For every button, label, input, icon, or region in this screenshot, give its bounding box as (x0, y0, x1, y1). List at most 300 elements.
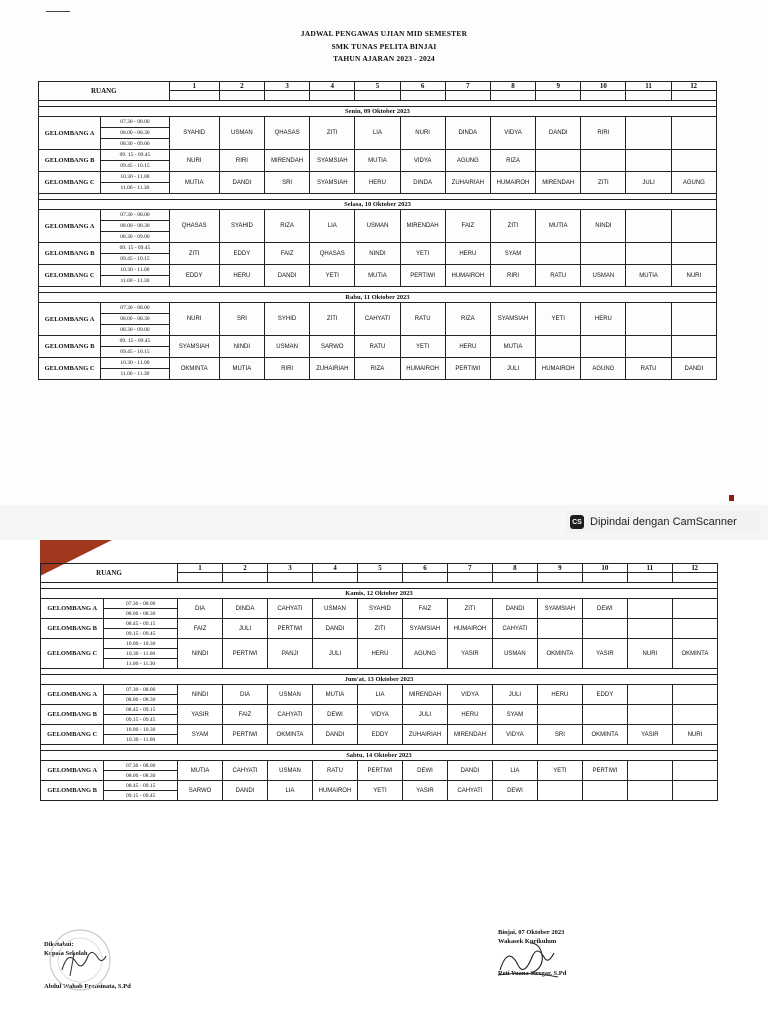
group-label: GELOMBANG C (39, 172, 101, 194)
title-line-1: JADWAL PENGAWAS UJIAN MID SEMESTER (300, 29, 468, 38)
time-slot: 07.30 - 08.00 (104, 685, 178, 695)
room-subheader-cell (402, 573, 447, 583)
supervisor-name: CAHYATI (355, 303, 400, 336)
supervisor-name (537, 619, 582, 639)
supervisor-name: DEWI (582, 599, 627, 619)
supervisor-name: SYAHID (219, 210, 264, 243)
supervisor-name: EDDY (357, 725, 402, 745)
supervisor-name (626, 303, 671, 336)
day-title: Sabtu, 14 Oktober 2023 (41, 751, 718, 761)
group-label: GELOMBANG B (39, 336, 101, 358)
supervisor-name: JULI (223, 619, 268, 639)
supervisor-name: HUMAIROH (312, 781, 357, 801)
supervisor-name: MUTIA (536, 210, 581, 243)
supervisor-name: YETI (310, 265, 355, 287)
supervisor-name: SRI (537, 725, 582, 745)
supervisor-name: MIRENDAH (264, 150, 309, 172)
day-title: Kamis, 12 Oktober 2023 (41, 589, 718, 599)
supervisor-name: JULI (402, 705, 447, 725)
supervisor-name: PERTIWI (223, 725, 268, 745)
room-number: 1 (178, 564, 223, 573)
supervisor-name: PERTIWI (445, 358, 490, 380)
supervisor-name (536, 243, 581, 265)
room-subheader-cell (264, 91, 309, 101)
supervisor-name: MUTIA (312, 685, 357, 705)
time-slot: 09.15 - 09.45 (104, 715, 178, 725)
group-label: GELOMBANG A (39, 117, 101, 150)
sig-right-name: Reti Yuana Siregar, S.Pd (498, 970, 567, 977)
time-slot: 09.15 - 09.45 (104, 791, 178, 801)
supervisor-name: MIRENDAH (400, 210, 445, 243)
document-title (0, 28, 768, 66)
schedule-row (41, 639, 718, 649)
supervisor-name: OKMINTA (169, 358, 219, 380)
supervisor-name: DINDA (223, 599, 268, 619)
supervisor-name: QHASAS (310, 243, 355, 265)
supervisor-name: NINDI (581, 210, 626, 243)
supervisor-name (627, 685, 672, 705)
schedule-row (41, 619, 718, 629)
supervisor-name (672, 705, 717, 725)
group-label: GELOMBANG B (41, 781, 104, 801)
time-slot: 08.00 - 08.30 (101, 314, 169, 325)
supervisor-name: RIRI (219, 150, 264, 172)
supervisor-name: PANJI (268, 639, 313, 669)
time-slot: 08.00 - 08.30 (104, 609, 178, 619)
supervisor-name: HERU (447, 705, 492, 725)
supervisor-name (582, 619, 627, 639)
supervisor-name: YASIR (447, 639, 492, 669)
supervisor-name: USMAN (264, 336, 309, 358)
supervisor-name: MUTIA (490, 336, 535, 358)
time-slot: 11.00 - 11.30 (101, 369, 169, 380)
camscanner-watermark (566, 511, 760, 533)
supervisor-name: DANDI (264, 265, 309, 287)
supervisor-name: RATU (312, 761, 357, 781)
supervisor-name: USMAN (492, 639, 537, 669)
room-number: 9 (536, 82, 581, 91)
room-subheader-cell (626, 91, 671, 101)
supervisor-name (582, 781, 627, 801)
supervisor-name: ZUHAIRIAH (310, 358, 355, 380)
schedule-row (41, 725, 718, 735)
time-slot: 08.00 - 08.30 (101, 221, 169, 232)
supervisor-name: YETI (400, 243, 445, 265)
supervisor-name (627, 781, 672, 801)
supervisor-name: AGUNG (402, 639, 447, 669)
room-subheader-cell (223, 573, 268, 583)
supervisor-name: SYAM (178, 725, 223, 745)
supervisor-name (626, 210, 671, 243)
supervisor-name: JULI (490, 358, 535, 380)
room-subheader-cell (310, 91, 355, 101)
time-slot: 07.30 - 08.00 (104, 761, 178, 771)
supervisor-name: YETI (536, 303, 581, 336)
time-slot: 10.30 - 11.00 (101, 172, 169, 183)
group-label: GELOMBANG A (41, 761, 104, 781)
group-label: GELOMBANG B (41, 619, 104, 639)
room-number: I2 (671, 82, 716, 91)
time-slot: 11.00 - 11.30 (101, 276, 169, 287)
supervisor-name: LIA (355, 117, 400, 150)
supervisor-name: MUTIA (626, 265, 671, 287)
supervisor-name: DINDA (400, 172, 445, 194)
camscanner-icon: CS (570, 515, 584, 529)
room-number: 5 (357, 564, 402, 573)
supervisor-name (671, 243, 716, 265)
schedule-row (39, 117, 717, 128)
supervisor-name: AGUNG (445, 150, 490, 172)
room-subheader-cell (672, 573, 717, 583)
supervisor-name (672, 685, 717, 705)
group-label: GELOMBANG A (39, 303, 101, 336)
schedule-row (41, 705, 718, 715)
supervisor-name: NINDI (355, 243, 400, 265)
supervisor-name: SYHID (264, 303, 309, 336)
time-slot: 10.30 - 11.00 (101, 358, 169, 369)
schedule-page-1 (0, 0, 768, 505)
room-subheader-cell (445, 91, 490, 101)
time-slot: 09. 15 - 09.45 (101, 150, 169, 161)
supervisor-name: RIRI (581, 117, 626, 150)
supervisor-name (671, 210, 716, 243)
supervisor-name: YASIR (178, 705, 223, 725)
group-label: GELOMBANG C (41, 639, 104, 669)
day-title: Jum'at, 13 Oktober 2023 (41, 675, 718, 685)
schedule-row (41, 761, 718, 771)
time-slot: 09.45 - 10.15 (101, 254, 169, 265)
time-slot: 08.30 - 09.00 (101, 139, 169, 150)
room-subheader-cell (268, 573, 313, 583)
supervisor-name: VIDYA (492, 725, 537, 745)
time-slot: 11.00 - 11.30 (104, 659, 178, 669)
supervisor-name: PERTIWI (582, 761, 627, 781)
supervisor-name: HERU (445, 243, 490, 265)
supervisor-name (671, 117, 716, 150)
supervisor-name: EDDY (169, 265, 219, 287)
supervisor-name: ZUHAIRIAH (402, 725, 447, 745)
supervisor-name (672, 599, 717, 619)
supervisor-name: CAHYATI (268, 599, 313, 619)
supervisor-name (627, 599, 672, 619)
time-slot: 08.30 - 09.00 (101, 325, 169, 336)
time-slot: 09.15 - 09.45 (104, 629, 178, 639)
room-subheader-cell (536, 91, 581, 101)
schedule-row (41, 781, 718, 791)
supervisor-name: RATU (626, 358, 671, 380)
supervisor-name: RIRI (264, 358, 309, 380)
schedule-row (41, 685, 718, 695)
schedule-row (39, 172, 717, 183)
supervisor-name: YASIR (582, 639, 627, 669)
supervisor-name: VIDYA (357, 705, 402, 725)
room-subheader-cell (447, 573, 492, 583)
supervisor-name (626, 117, 671, 150)
supervisor-name (581, 243, 626, 265)
room-number: 3 (268, 564, 313, 573)
room-number: 9 (537, 564, 582, 573)
supervisor-name: HUMAIROH (490, 172, 535, 194)
supervisor-name: NURI (627, 639, 672, 669)
supervisor-name: HERU (445, 336, 490, 358)
supervisor-name: LIA (310, 210, 355, 243)
supervisor-name: DANDI (671, 358, 716, 380)
room-number: 7 (445, 82, 490, 91)
supervisor-name: YETI (400, 336, 445, 358)
title-line-3: TAHUN AJARAN 2023 - 2024 (333, 54, 435, 63)
room-subheader-cell (355, 91, 400, 101)
supervisor-name: SYAMSIAH (537, 599, 582, 619)
supervisor-name: PERTIWI (268, 619, 313, 639)
room-number: 3 (264, 82, 309, 91)
supervisor-name: MIRENDAH (447, 725, 492, 745)
time-slot: 10.00 - 10.30 (104, 725, 178, 735)
room-subheader-cell (178, 573, 223, 583)
supervisor-name: VIDYA (400, 150, 445, 172)
time-slot: 10.30 - 11.00 (104, 735, 178, 745)
room-number: 1 (169, 82, 219, 91)
supervisor-name: PERTIWI (400, 265, 445, 287)
room-subheader-cell (671, 91, 716, 101)
supervisor-name: OKMINTA (537, 639, 582, 669)
supervisor-name: LIA (268, 781, 313, 801)
supervisor-name: YETI (537, 761, 582, 781)
time-slot: 09.45 - 10.15 (101, 347, 169, 358)
supervisor-name: USMAN (355, 210, 400, 243)
stamp-and-signature-left (40, 918, 150, 998)
supervisor-name: RIZA (490, 150, 535, 172)
time-slot: 08.00 - 08.30 (101, 128, 169, 139)
supervisor-name: AGUNG (581, 358, 626, 380)
supervisor-name: NURI (169, 150, 219, 172)
supervisor-name: ZITI (310, 303, 355, 336)
supervisor-name: SYAHID (357, 599, 402, 619)
room-subheader-cell (537, 573, 582, 583)
room-number: 11 (627, 564, 672, 573)
supervisor-name: MUTIA (355, 265, 400, 287)
supervisor-name: NURI (400, 117, 445, 150)
day-title: Rabu, 11 Oktober 2023 (39, 293, 717, 303)
supervisor-name: SRI (264, 172, 309, 194)
supervisor-name: FAIZ (178, 619, 223, 639)
supervisor-name: RATU (355, 336, 400, 358)
schedule-row (39, 303, 717, 314)
supervisor-name: MUTIA (169, 172, 219, 194)
supervisor-name: OKMINTA (672, 639, 717, 669)
supervisor-name: USMAN (268, 685, 313, 705)
supervisor-name: HUMAIROH (447, 619, 492, 639)
supervisor-name (537, 781, 582, 801)
room-number: 10 (582, 564, 627, 573)
supervisor-name (581, 150, 626, 172)
supervisor-name: HERU (355, 172, 400, 194)
time-slot: 10.30 - 11.00 (104, 649, 178, 659)
time-slot: 08.30 - 09.00 (101, 232, 169, 243)
supervisor-name: FAIZ (223, 705, 268, 725)
schedule-table-2 (40, 563, 718, 801)
room-subheader-cell (490, 91, 535, 101)
time-slot: 07.30 - 08.00 (101, 210, 169, 221)
group-label: GELOMBANG B (39, 150, 101, 172)
group-label: GELOMBANG A (41, 685, 104, 705)
supervisor-name: CAHYATI (268, 705, 313, 725)
supervisor-name (536, 150, 581, 172)
room-number: I2 (672, 564, 717, 573)
supervisor-name (672, 781, 717, 801)
supervisor-name: SYAMSIAH (490, 303, 535, 336)
schedule-row (39, 336, 717, 347)
supervisor-name (671, 150, 716, 172)
sig-right-line2: Wakasek Kurikulum (498, 938, 557, 945)
schedule-row (39, 265, 717, 276)
supervisor-name: HERU (581, 303, 626, 336)
room-number: 2 (219, 82, 264, 91)
supervisor-name: YASIR (402, 781, 447, 801)
supervisor-name: DEWI (492, 781, 537, 801)
supervisor-name: JULI (492, 685, 537, 705)
supervisor-name (627, 619, 672, 639)
room-subheader-cell (219, 91, 264, 101)
time-slot: 09. 15 - 09.45 (101, 336, 169, 347)
supervisor-name (626, 150, 671, 172)
supervisor-name: NURI (672, 725, 717, 745)
time-slot: 08.45 - 09.15 (104, 705, 178, 715)
supervisor-name: SYAMSIAH (169, 336, 219, 358)
supervisor-name: DEWI (312, 705, 357, 725)
time-slot: 07.30 - 08.00 (104, 599, 178, 609)
supervisor-name: ZITI (310, 117, 355, 150)
schedule-row (39, 210, 717, 221)
time-slot: 10.00 - 10.30 (104, 639, 178, 649)
supervisor-name: SYAMSIAH (402, 619, 447, 639)
time-slot: 07.30 - 08.00 (101, 117, 169, 128)
room-subheader-cell (357, 573, 402, 583)
supervisor-name (627, 705, 672, 725)
room-subheader-cell (582, 573, 627, 583)
supervisor-name: VIDYA (447, 685, 492, 705)
supervisor-name: DEWI (402, 761, 447, 781)
page-mark (46, 11, 70, 12)
supervisor-name: AGUNG (671, 172, 716, 194)
supervisor-name: PERTIWI (223, 639, 268, 669)
supervisor-name: RIRI (490, 265, 535, 287)
supervisor-name: LIA (492, 761, 537, 781)
supervisor-name: FAIZ (445, 210, 490, 243)
supervisor-name: USMAN (581, 265, 626, 287)
supervisor-name: DANDI (312, 725, 357, 745)
sig-right-line1: Binjai, 07 Oktober 2023 (498, 929, 565, 936)
supervisor-name: CAHYATI (492, 619, 537, 639)
schedule-row (39, 243, 717, 254)
supervisor-name: ZITI (169, 243, 219, 265)
supervisor-name: NURI (671, 265, 716, 287)
supervisor-name (536, 336, 581, 358)
time-slot: 08.45 - 09.15 (104, 781, 178, 791)
group-label: GELOMBANG B (41, 705, 104, 725)
time-slot: 08.00 - 08.30 (104, 695, 178, 705)
supervisor-name: RATU (400, 303, 445, 336)
supervisor-name (626, 243, 671, 265)
supervisor-name: HUMAIROH (536, 358, 581, 380)
supervisor-name: NINDI (178, 685, 223, 705)
schedule-row (41, 599, 718, 609)
supervisor-name: SYAMSIAH (310, 172, 355, 194)
supervisor-name: RIZA (445, 303, 490, 336)
sig-left-name: Abdul Wahab Fransinata, S.Pd (44, 983, 131, 990)
supervisor-name: HERU (357, 639, 402, 669)
supervisor-name: VIDYA (490, 117, 535, 150)
room-subheader-cell (312, 573, 357, 583)
supervisor-name: NINDI (219, 336, 264, 358)
supervisor-name: MIRENDAH (402, 685, 447, 705)
group-label: GELOMBANG C (41, 725, 104, 745)
ink-mark (729, 495, 734, 501)
time-slot: 07.30 - 08.00 (101, 303, 169, 314)
day-title: Selasa, 10 Oktober 2023 (39, 200, 717, 210)
group-label: GELOMBANG A (41, 599, 104, 619)
room-number: 5 (355, 82, 400, 91)
room-number: 8 (492, 564, 537, 573)
room-number: 6 (400, 82, 445, 91)
room-number: 2 (223, 564, 268, 573)
supervisor-name (627, 761, 672, 781)
supervisor-name (672, 761, 717, 781)
time-slot: 10.30 - 11.00 (101, 265, 169, 276)
supervisor-name: HERU (219, 265, 264, 287)
room-number: 8 (490, 82, 535, 91)
supervisor-name: DANDI (219, 172, 264, 194)
supervisor-name: RATU (536, 265, 581, 287)
supervisor-name: DANDI (312, 619, 357, 639)
supervisor-name: CAHYATI (447, 781, 492, 801)
title-line-2: SMK TUNAS PELITA BINJAI (331, 41, 437, 51)
supervisor-name: USMAN (219, 117, 264, 150)
supervisor-name: LIA (357, 685, 402, 705)
signature-right (490, 935, 580, 985)
room-number: 4 (310, 82, 355, 91)
supervisor-name: YASIR (627, 725, 672, 745)
supervisor-name: DINDA (445, 117, 490, 150)
room-subheader-cell (581, 91, 626, 101)
supervisor-name (671, 303, 716, 336)
supervisor-name (672, 619, 717, 639)
supervisor-name: RIZA (355, 358, 400, 380)
supervisor-name: EDDY (582, 685, 627, 705)
supervisor-name: JULI (312, 639, 357, 669)
supervisor-name: EDDY (219, 243, 264, 265)
schedule-row (39, 358, 717, 369)
supervisor-name: MUTIA (178, 761, 223, 781)
time-slot: 11.00 - 11.30 (101, 183, 169, 194)
supervisor-name: PERTIWI (357, 761, 402, 781)
supervisor-name: MUTIA (219, 358, 264, 380)
supervisor-name: SYAMSIAH (310, 150, 355, 172)
supervisor-name: ZITI (581, 172, 626, 194)
supervisor-name: MUTIA (355, 150, 400, 172)
time-slot: 08.00 - 08.30 (104, 771, 178, 781)
supervisor-name: QHASAS (264, 117, 309, 150)
group-label: GELOMBANG B (39, 243, 101, 265)
ruang-header: RUANG (39, 82, 170, 101)
supervisor-name (671, 336, 716, 358)
supervisor-name: DIA (223, 685, 268, 705)
sig-left-line1: Diketahui: (44, 941, 74, 948)
ruang-header: RUANG (41, 564, 178, 583)
supervisor-name: CAHYATI (223, 761, 268, 781)
supervisor-name: USMAN (268, 761, 313, 781)
group-label: GELOMBANG C (39, 358, 101, 380)
supervisor-name: RIZA (264, 210, 309, 243)
